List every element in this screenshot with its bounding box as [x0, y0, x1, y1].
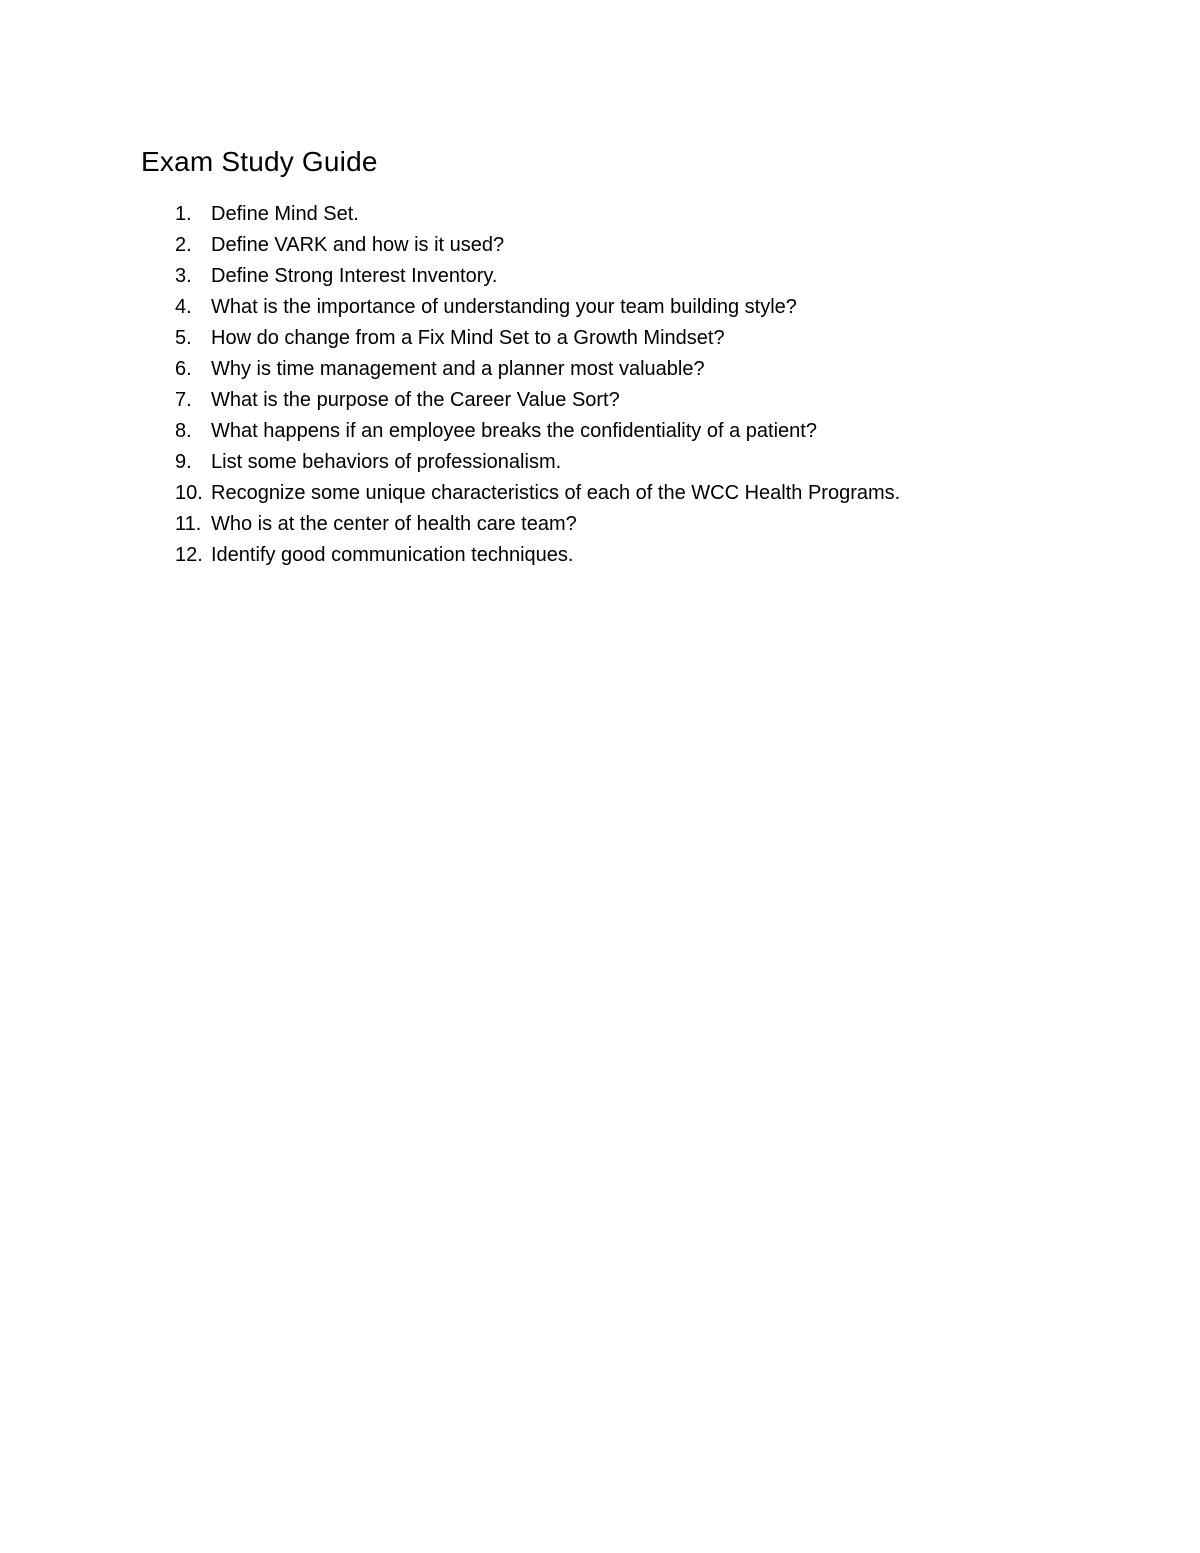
question-text: How do change from a Fix Mind Set to a Growth Mindset? — [211, 327, 725, 349]
question-text: Define Strong Interest Inventory. — [211, 265, 498, 287]
question-text: Who is at the center of health care team? — [211, 513, 577, 535]
question-number: 1. — [175, 203, 192, 225]
question-number: 9. — [175, 451, 192, 473]
question-number: 10. — [175, 482, 203, 504]
question-text: Recognize some unique characteristics of each of the WCC Health Programs. — [211, 482, 901, 504]
question-number: 11. — [175, 513, 202, 535]
question-text: Define Mind Set. — [211, 203, 359, 225]
question-number: 7. — [175, 389, 192, 411]
question-text: What is the purpose of the Career Value Sort? — [211, 389, 620, 411]
question-number: 8. — [175, 420, 192, 442]
question-text: What is the importance of understanding your team building style? — [211, 296, 797, 318]
page-title: Exam Study Guide — [141, 146, 378, 177]
question-text: What happens if an employee breaks the confidentiality of a patient? — [211, 420, 817, 442]
question-number: 6. — [175, 358, 192, 380]
question-text: Identify good communication techniques. — [211, 544, 574, 566]
question-text: Define VARK and how is it used? — [211, 234, 505, 256]
question-text: List some behaviors of professionalism. — [211, 451, 562, 473]
question-number: 2. — [175, 234, 192, 256]
question-number: 4. — [175, 296, 192, 318]
question-number: 5. — [175, 327, 192, 349]
question-number: 12. — [175, 544, 203, 566]
question-number: 3. — [175, 265, 192, 287]
question-text: Why is time management and a planner most valuable? — [211, 358, 705, 380]
